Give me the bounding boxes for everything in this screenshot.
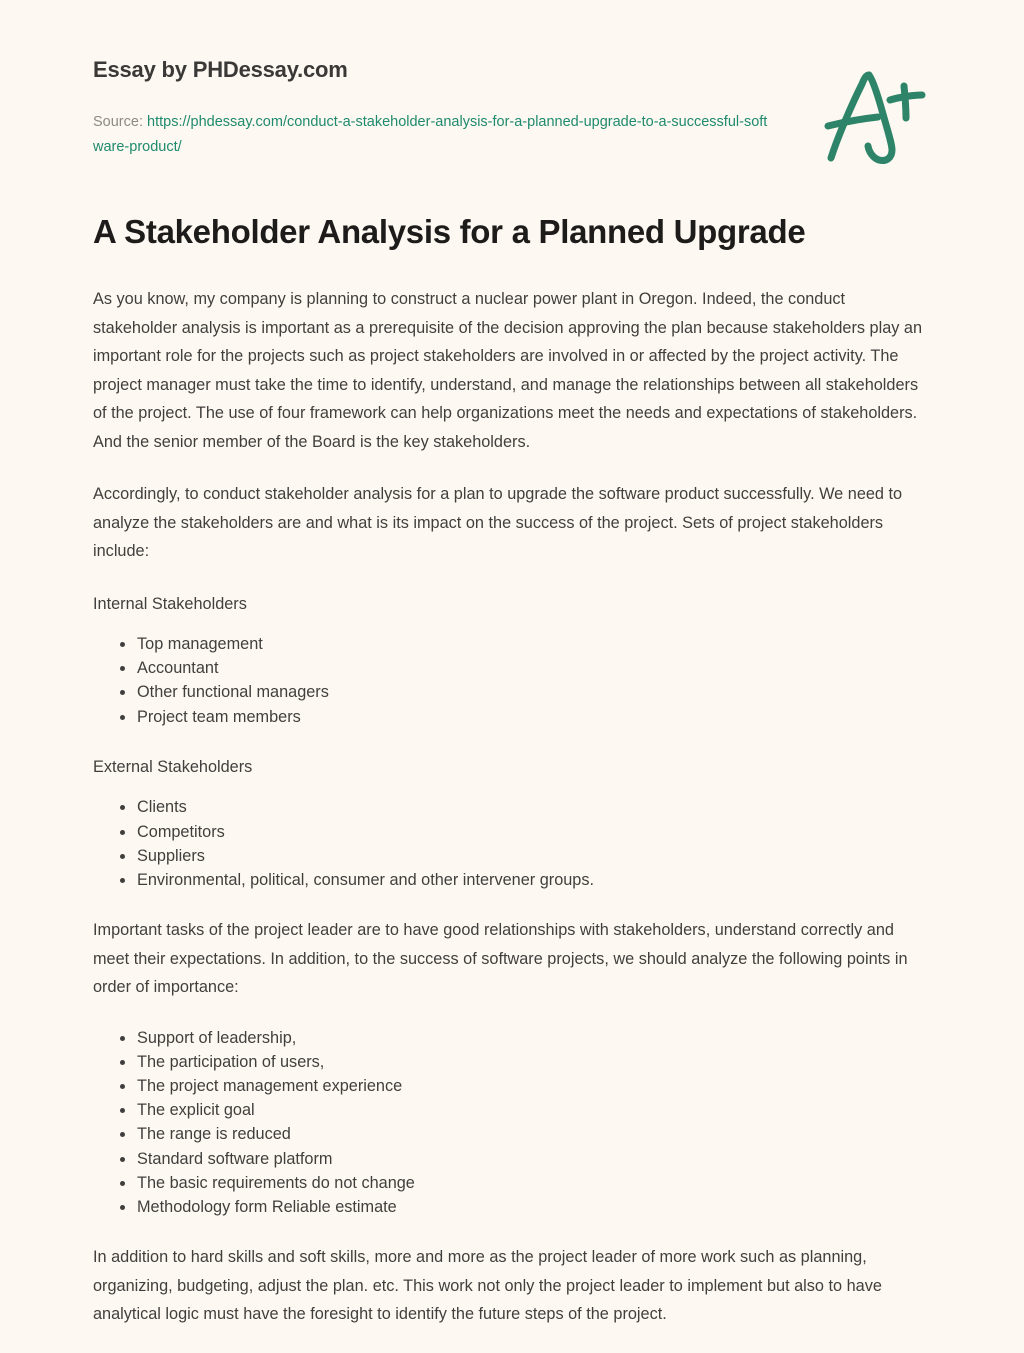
- paragraph-intro: As you know, my company is planning to construct a nuclear power plant in Oregon. Indeed, the conduct stakeholder analysis is important as a prerequisite of the decision approving the plan because stakeholders play an important role for the projects such as project stakeholders are involved in or affected by the project activity. The project manager must take the time to identify, understand, and manage the relationships between all stakeholders of the project. The use of four framework can help organizations meet the needs and expectations of stakeholders. And the senior member of the Board is the key stakeholders.: [93, 290, 923, 451]
- article-content: [93, 212, 933, 1353]
- list-item: Top management: [137, 632, 933, 656]
- source-line: [93, 110, 773, 160]
- list-item: Standard software platform: [137, 1147, 933, 1171]
- paragraph-approach: Accordingly, to conduct stakeholder analysis for a plan to upgrade the software product successfully. We need to analyze the stakeholders are and what is its impact on the success of the project. Sets of project stakeholders include:: [93, 485, 903, 560]
- list-item: The participation of users,: [137, 1050, 933, 1074]
- success-points-list: [93, 1026, 933, 1220]
- paragraph-skills: In addition to hard skills and soft skills, more and more as the project leader of more work such as planning, organizing, budgeting, adjust the plan. etc. This work not only the project leader to implement but also to have analytical logic must have the foresight to identify the future steps of the project.: [93, 1248, 882, 1324]
- source-label: Source:: [93, 114, 143, 130]
- internal-stakeholders-heading: Internal Stakeholders: [93, 594, 247, 613]
- paragraph-project-leader: Important tasks of the project leader are to have good relationships with stakeholders, understand correctly and meet their expectations. In addition, to the success of software projects, we should analyze the following points in order of importance:: [93, 921, 908, 997]
- list-item: Suppliers: [137, 844, 933, 868]
- internal-stakeholders-list: [93, 632, 933, 729]
- site-brand: Essay by PHDessay.com: [93, 57, 348, 82]
- list-item: Methodology form Reliable estimate: [137, 1195, 933, 1219]
- list-item: Project team members: [137, 705, 933, 729]
- list-item: Other functional managers: [137, 680, 933, 704]
- external-stakeholders-heading: External Stakeholders: [93, 757, 253, 776]
- a-plus-logo-icon: [818, 66, 936, 166]
- source-url-link[interactable]: https://phdessay.com/conduct-a-stakeholder-analysis-for-a-planned-upgrade-to-a-successful-software-product/: [93, 114, 768, 155]
- list-item: Clients: [137, 795, 933, 819]
- list-item: Accountant: [137, 656, 933, 680]
- page-header: [0, 0, 1024, 185]
- list-item: The range is reduced: [137, 1122, 933, 1146]
- page-title: A Stakeholder Analysis for a Planned Upgrade: [93, 213, 806, 250]
- list-item: The basic requirements do not change: [137, 1171, 933, 1195]
- list-item: Environmental, political, consumer and other intervener groups.: [137, 868, 933, 892]
- list-item: Support of leadership,: [137, 1026, 933, 1050]
- list-item: The project management experience: [137, 1074, 933, 1098]
- list-item: The explicit goal: [137, 1098, 933, 1122]
- list-item: Competitors: [137, 820, 933, 844]
- external-stakeholders-list: [93, 795, 933, 892]
